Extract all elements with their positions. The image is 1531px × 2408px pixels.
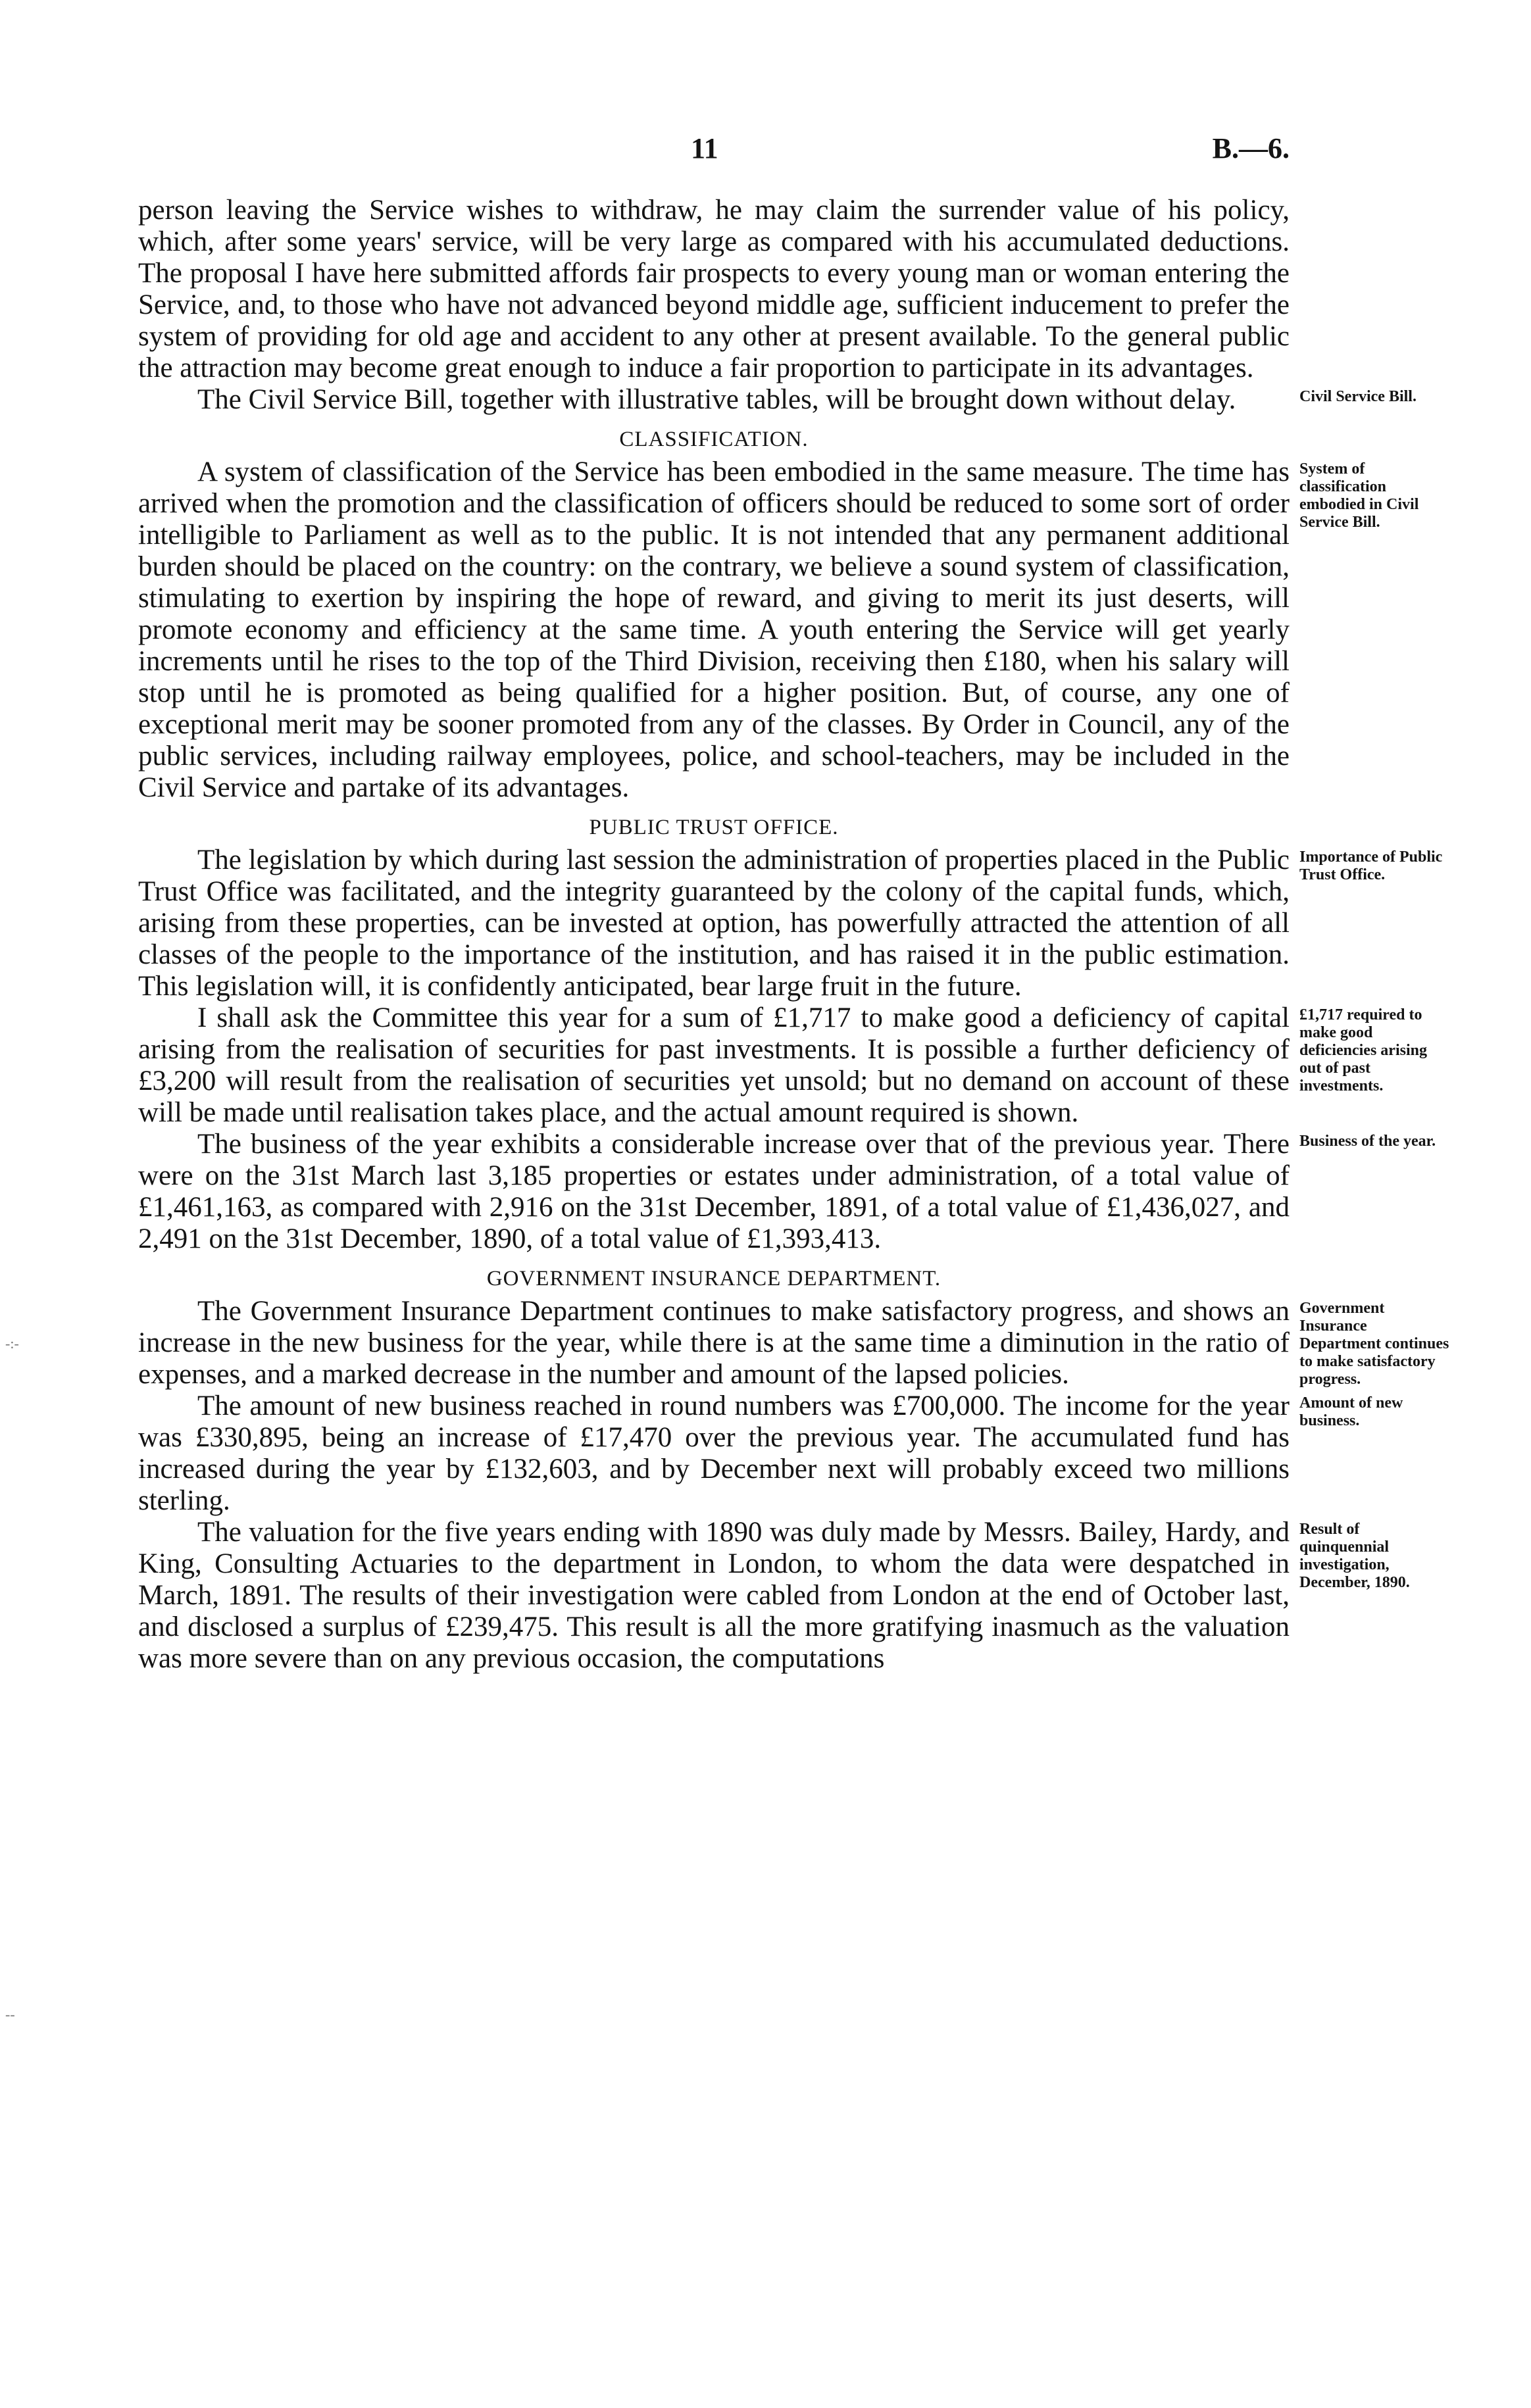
paragraph-block (138, 1390, 1403, 1517)
paragraph: A system of classification of the Service has been embodied in the same measure. The time has arrived when the promotion and the classification of officers should be reduced to some sort of order intelligible to Parliament as well as to the public. It is not intended that any permanent additional burden should be placed on the country: on the contrary, we believe a sound system of classification, stimulating to exertion by inspiring the hope of reward, and giving to merit its just deserts, will promote economy and efficiency at the same time. A youth entering the Service will get yearly increments until he rises to the top of the Third Division, receiving then £180, when his salary will stop until he is promoted as being qualified for a higher position. But, of course, any one of exceptional merit may be sooner promoted from any of the classes. By Order in Council, any of the public services, including railway employees, police, and school-teachers, may be included in the Civil Service and partake of its advantages. (138, 456, 1290, 803)
paragraph: The Civil Service Bill, together with illustrative tables, will be brought down without delay. (197, 384, 1236, 415)
paragraph: The valuation for the five years ending with 1890 was duly made by Messrs. Bailey, Hardy, and King, Consulting Actuaries to the department in London, to whom the data were despatched in March, 1891. The results of their investigation were cabled from London at the end of October last, and disclosed a surplus of £239,475. This result is all the more gratifying inasmuch as the valuation was more severe than on any previous occasion, the computations (138, 1517, 1290, 1674)
page-header (138, 132, 1290, 171)
paragraph: I shall ask the Committee this year for a sum of £1,717 to make good a deficiency of capital arising from the realisation of securities for past investments. It is possible a further deficiency of £3,200 will result from the realisation of securities yet unsold; but no demand on account of these will be made until realisation takes place, and the actual amount required is shown. (138, 1002, 1290, 1128)
body-text (138, 195, 1449, 1675)
scan-mark: -:- (5, 1335, 19, 1352)
paragraph-block (138, 456, 1419, 804)
paragraph: The Government Insurance Department continues to make satisfactory progress, and shows an increase in the new business for the year, while there is at the same time a diminution in the ratio of expenses, and a marked decrease in the number and amount of the lapsed policies. (138, 1296, 1290, 1390)
scan-mark: -- (5, 2006, 15, 2023)
paragraph: The legislation by which during last session the administration of properties placed in the Public Trust Office was facilitated, and the integrity guaranteed by the colony of the capital funds, which, arising from these properties, can be invested at option, has powerfully attracted the attention of all classes of the people to the importance of the institution, and has raised it in the public estimation. This legislation will, it is confidently anticipated, bear large fruit in the future. (138, 845, 1290, 1002)
paragraph-block (138, 1002, 1427, 1129)
section-heading: CLASSIFICATION. (619, 428, 809, 451)
margin-note: Result of quinquennial investigation, December, 1890. (1299, 1521, 1410, 1591)
margin-note: Government Insurance Department continues to make satisfactory progress. (1299, 1300, 1449, 1388)
section-heading: GOVERNMENT INSURANCE DEPARTMENT. (486, 1267, 941, 1290)
margin-note: Business of the year. (1299, 1133, 1436, 1150)
paragraph-block (138, 845, 1443, 1002)
margin-note: System of classification embodied in Civil Service Bill. (1299, 460, 1419, 531)
paragraph: person leaving the Service wishes to withdraw, he may claim the surrender value of his policy, which, after some years' service, will be very large as compared with his accumulated deductions. The proposal I have here submitted affords fair prospects to every young man or woman entering the Service, and, to those who have not advanced beyond middle age, sufficient inducement to prefer the system of providing for old age and accident to any other at present available. To the general public the attraction may become great enough to induce a fair proportion to participate in its advantages. (138, 195, 1290, 383)
paragraph: The business of the year exhibits a considerable increase over that of the previous year. There were on the 31st March last 3,185 properties or estates under administration, of a total value of £1,461,163, as compared with 2,916 on the 31st December, 1891, of a total value of £1,436,027, and 2,491 on the 31st December, 1890, of a total value of £1,393,413. (138, 1129, 1290, 1254)
paragraph-block (138, 384, 1417, 416)
section-heading: PUBLIC TRUST OFFICE. (589, 816, 839, 839)
paragraph-block (138, 195, 1290, 384)
paragraph-block (138, 1296, 1449, 1390)
page-number: 11 (691, 132, 718, 164)
margin-note: Importance of Public Trust Office. (1299, 848, 1443, 883)
margin-note: Civil Service Bill. (1299, 388, 1417, 405)
document-reference: B.—6. (1212, 132, 1290, 164)
margin-note: £1,717 required to make good deficiencies arising out of past investments. (1299, 1006, 1427, 1094)
paragraph-block (138, 1517, 1410, 1675)
margin-note: Amount of new business. (1299, 1394, 1403, 1429)
paragraph-block (138, 1129, 1436, 1255)
paragraph: The amount of new business reached in round numbers was £700,000. The income for the year was £330,895, being an increase of £17,470 over the previous year. The accumulated fund has increased during the year by £132,603, and by December next will probably exceed two millions sterling. (138, 1390, 1290, 1516)
